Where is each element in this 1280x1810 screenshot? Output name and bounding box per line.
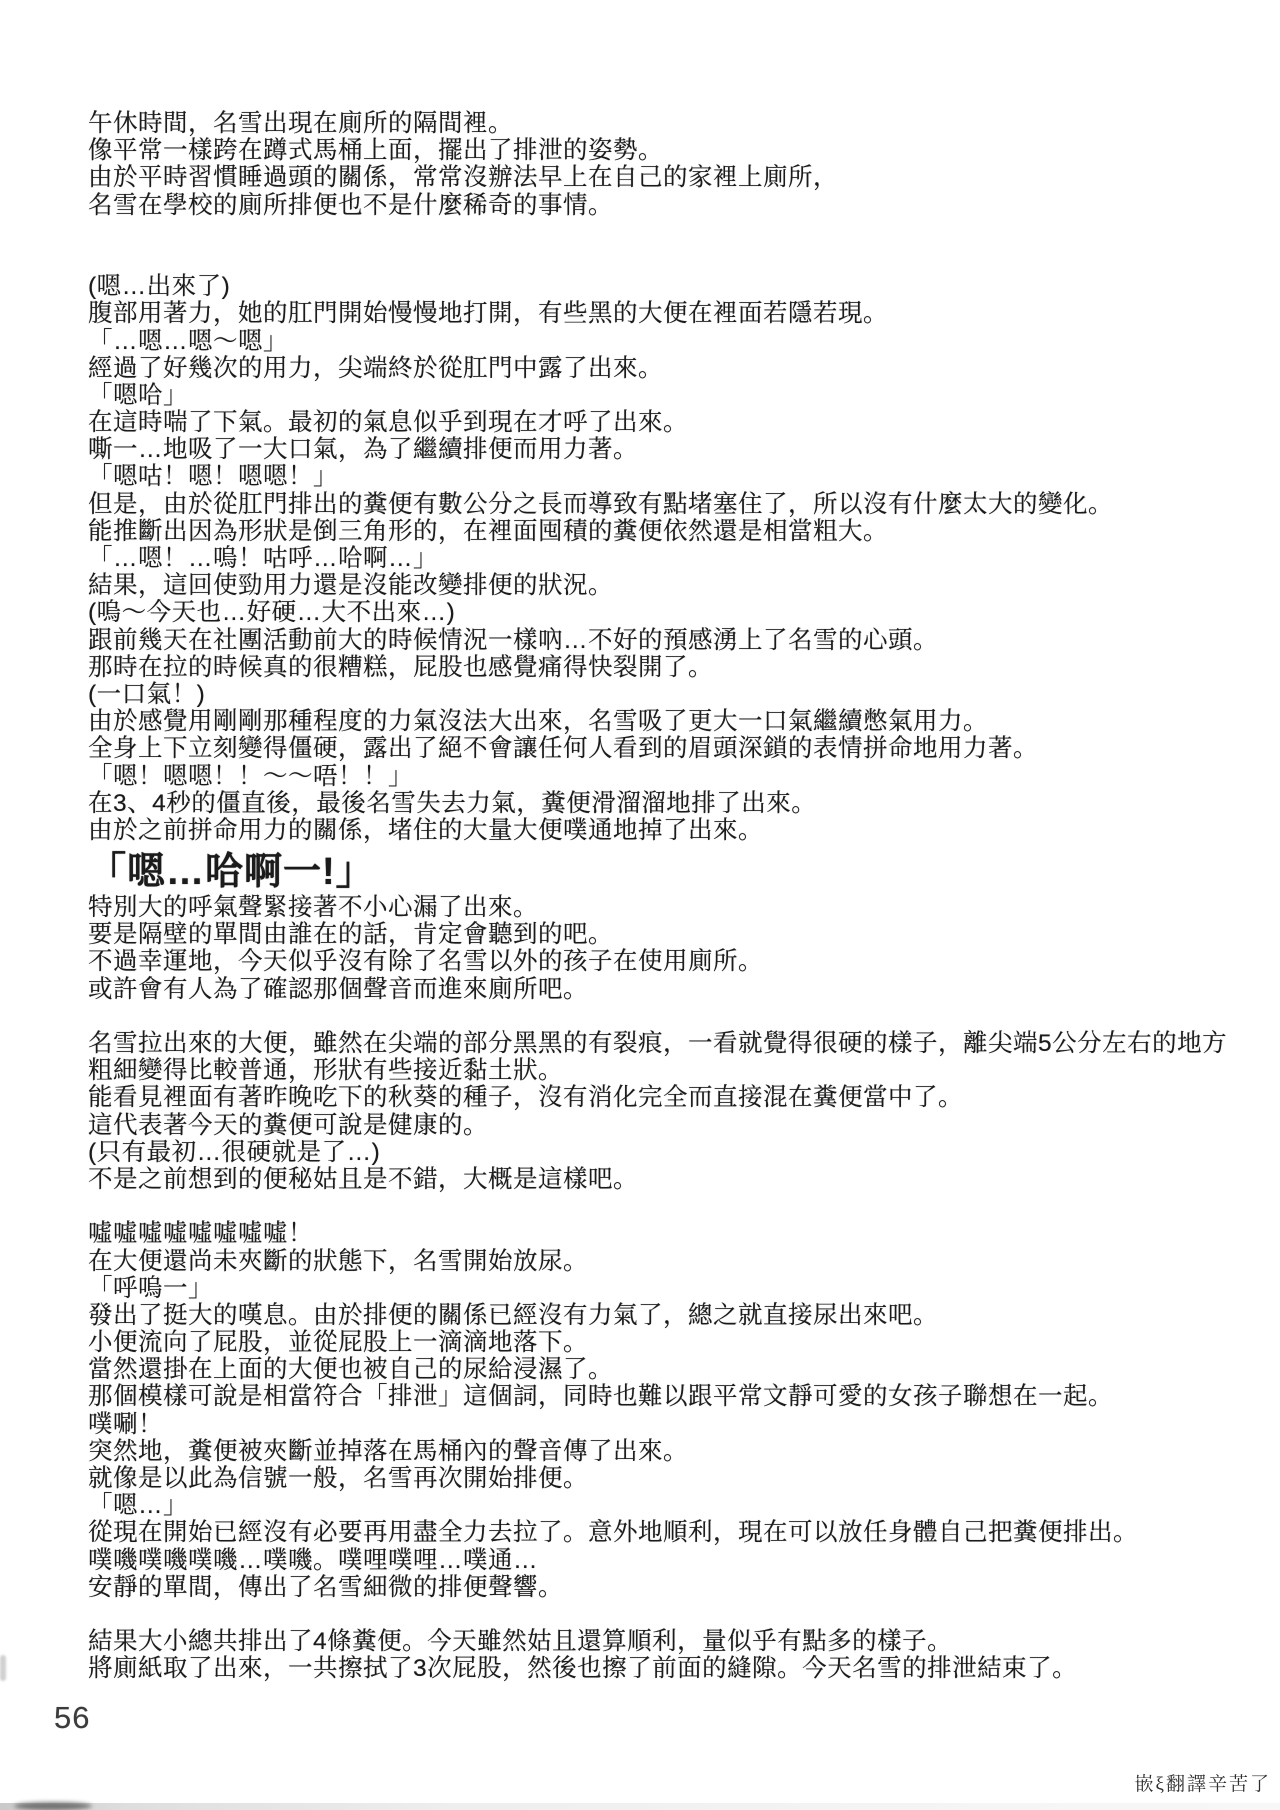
- text-line: 結果大小總共排出了4條糞便。今天雖然姑且還算順利，量似乎有點多的樣子。: [88, 1628, 953, 1656]
- text-line: 名雪在學校的廁所排便也不是什麼稀奇的事情。: [88, 191, 613, 219]
- blank-line: [88, 1601, 1238, 1628]
- text-line: 「…嗯…嗯～嗯」: [88, 327, 288, 355]
- emphasized-dialogue-line: 「嗯…哈啊一!」: [88, 851, 375, 894]
- text-line: 跟前幾天在社團活動前大的時候情況一樣吶…不好的預感湧上了名雪的心頭。: [88, 626, 938, 654]
- text-line: (嗚～今天也…好硬…大不出來…): [88, 599, 456, 627]
- translator-watermark: 嵌ξ翻譯辛苦了: [1134, 1774, 1271, 1795]
- text-line: 但是，由於從肛門排出的糞便有數公分之長而導致有點堵塞住了，所以沒有什麼太大的變化。: [88, 490, 1113, 518]
- text-line: 在3、4秒的僵直後，最後名雪失去力氣，糞便滑溜溜地排了出來。: [88, 789, 817, 817]
- text-line: 全身上下立刻變得僵硬，露出了絕不會讓任何人看到的眉頭深鎖的表情拼命地用力著。: [88, 735, 1038, 763]
- text-line: 能推斷出因為形狀是倒三角形的，在裡面囤積的糞便依然還是相當粗大。: [88, 517, 888, 545]
- text-line: 「呼嗚一」: [88, 1274, 213, 1302]
- text-line: 能看見裡面有著昨晚吃下的秋葵的種子，沒有消化完全而直接混在糞便當中了。: [88, 1084, 963, 1112]
- text-line: 噗唰！: [88, 1410, 163, 1438]
- text-line: 噗嘰噗嘰噗嘰…噗嘰。噗哩噗哩…噗通…: [88, 1546, 538, 1574]
- blank-line: [88, 1003, 1238, 1030]
- text-line: 發出了挺大的嘆息。由於排便的關係已經沒有力氣了，總之就直接尿出來吧。: [88, 1301, 938, 1329]
- page-number: 56: [54, 1700, 91, 1735]
- story-text-body: [88, 110, 1238, 1683]
- text-line: 「嗯！嗯嗯！！～～唔！！」: [88, 762, 413, 790]
- text-line: 在大便還尚未夾斷的狀態下，名雪開始放尿。: [88, 1247, 588, 1275]
- blank-line: [88, 219, 1238, 246]
- text-line: 那時在拉的時候真的很糟糕，屁股也感覺痛得快裂開了。: [88, 653, 713, 681]
- text-line: 當然還掛在上面的大便也被自己的尿給浸濕了。: [88, 1356, 613, 1384]
- text-line: 結果，這回使勁用力還是沒能改變排便的狀況。: [88, 572, 613, 600]
- text-line: 那個模樣可說是相當符合「排泄」這個詞，同時也難以跟平常文靜可愛的女孩子聯想在一起。: [88, 1383, 1113, 1411]
- text-line: 不過幸運地，今天似乎沒有除了名雪以外的孩子在使用廁所。: [88, 948, 763, 976]
- scan-edge-artifact: [0, 1803, 1280, 1810]
- text-line: 經過了好幾次的用力，尖端終於從肛門中露了出來。: [88, 354, 663, 382]
- text-line: 在這時喘了下氣。最初的氣息似乎到現在才呼了出來。: [88, 409, 688, 437]
- text-line: 嘶一…地吸了一大口氣，為了繼續排便而用力著。: [88, 436, 638, 464]
- text-line: 「嗯…」: [88, 1492, 188, 1520]
- text-line: 將廁紙取了出來，一共擦拭了3次屁股，然後也擦了前面的縫隙。今天名雪的排泄結束了。: [88, 1655, 1078, 1683]
- text-line: 由於之前拼命用力的關係，堵住的大量大便噗通地掉了出來。: [88, 816, 763, 844]
- text-line: 突然地，糞便被夾斷並掉落在馬桶內的聲音傳了出來。: [88, 1437, 688, 1465]
- blank-line: [88, 246, 1238, 273]
- text-line: (只有最初…很硬就是了…): [88, 1138, 381, 1166]
- text-line: 腹部用著力，她的肛門開始慢慢地打開，有些黑的大便在裡面若隱若現。: [88, 300, 888, 328]
- text-line: 安靜的單間，傳出了名雪細微的排便聲響。: [88, 1573, 563, 1601]
- text-line: 「…嗯！…嗚！咕呼…哈啊…」: [88, 545, 438, 572]
- text-line: 由於平時習慣睡過頭的關係，常常沒辦法早上在自己的家裡上廁所，: [88, 164, 838, 192]
- text-line: 由於感覺用剛剛那種程度的力氣沒法大出來，名雪吸了更大一口氣繼續憋氣用力。: [88, 708, 988, 736]
- text-line: 「嗯咕！嗯！嗯嗯！」: [88, 463, 338, 491]
- text-line: 或許會有人為了確認那個聲音而進來廁所吧。: [88, 975, 588, 1003]
- text-line: 像平常一樣跨在蹲式馬桶上面，擺出了排泄的姿勢。: [88, 137, 663, 165]
- text-line: 名雪拉出來的大便，雖然在尖端的部分黑黑的有裂痕，一看就覺得很硬的樣子，離尖端5公分左右的地方: [88, 1030, 1228, 1057]
- text-line: 特別大的呼氣聲緊接著不小心漏了出來。: [88, 894, 538, 922]
- text-line: 噓噓噓噓噓噓噓噓！: [88, 1220, 313, 1248]
- text-line: (一口氣！): [88, 680, 206, 708]
- scan-speck-artifact: [0, 1655, 6, 1681]
- text-line: 要是隔壁的單間由誰在的話，肯定會聽到的吧。: [88, 921, 613, 949]
- text-line: 這代表著今天的糞便可說是健康的。: [88, 1111, 488, 1139]
- text-line: 小便流向了屁股，並從屁股上一滴滴地落下。: [88, 1329, 588, 1357]
- text-line: 從現在開始已經沒有必要再用盡全力去拉了。意外地順利，現在可以放任身體自己把糞便排出。: [88, 1519, 1138, 1547]
- text-line: 不是之前想到的便秘姑且是不錯，大概是這樣吧。: [88, 1165, 638, 1193]
- text-line: 粗細變得比較普通，形狀有些接近黏土狀。: [88, 1057, 563, 1085]
- scan-smudge-artifact: [14, 1802, 92, 1810]
- text-line: 就像是以此為信號一般，名雪再次開始排便。: [88, 1465, 588, 1492]
- blank-line: [88, 1193, 1238, 1220]
- text-line: 午休時間，名雪出現在廁所的隔間裡。: [88, 110, 513, 137]
- text-line: 「嗯哈」: [88, 381, 188, 409]
- text-line: (嗯…出來了): [88, 273, 231, 301]
